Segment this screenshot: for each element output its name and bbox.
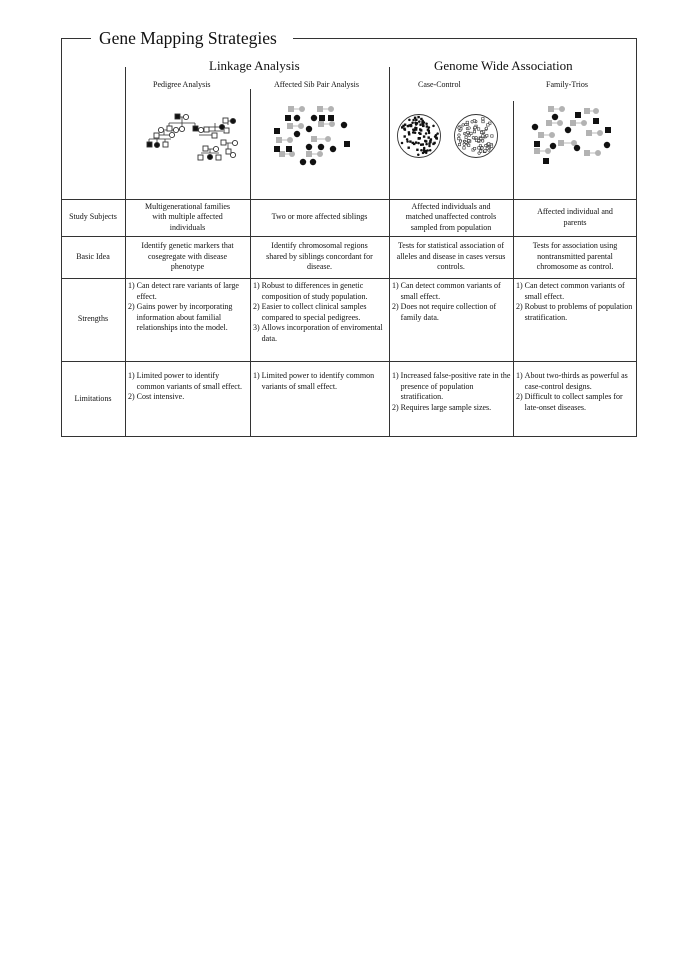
population-member — [416, 122, 418, 124]
list-item: 2) Requires large sample sizes. — [392, 402, 492, 412]
population-member — [479, 144, 482, 147]
population-member — [478, 147, 480, 149]
list-item: 2) Difficult to collect samples for late-onset diseases. — [516, 392, 623, 412]
population-member — [477, 139, 480, 142]
population-member — [481, 140, 484, 143]
row-label-limitations: Limitations — [74, 393, 112, 403]
population-member — [414, 117, 416, 119]
cell-strengths-casecontrol — [389, 278, 513, 361]
population-member — [458, 143, 460, 145]
population-member — [422, 152, 425, 155]
row-label-strengths: Strengths — [77, 314, 109, 324]
cell-strengths-pedigree — [125, 278, 250, 361]
population-member — [428, 132, 431, 135]
list-item: 1) Can detect common variants of small effect. — [516, 281, 625, 301]
population-member — [480, 137, 483, 140]
population-member — [484, 144, 487, 147]
population-member — [408, 133, 410, 135]
population-member — [408, 119, 411, 122]
population-member — [429, 149, 432, 152]
list-item: 1) Can detect rare variants of large effect. — [128, 281, 239, 301]
population-member — [404, 128, 406, 130]
cell-subjects-casecontrol: Affected individuals and matched unaffected controls sampled from population — [405, 201, 497, 232]
casecontrol-diagram — [396, 113, 512, 159]
pedigree-diagram — [143, 109, 243, 165]
population-member — [428, 136, 430, 138]
group-label-linkage: Linkage Analysis — [209, 58, 300, 73]
population-member — [419, 124, 421, 126]
cell-idea-casecontrol: Tests for statistical association of alleles and disease in cases versus controls. — [396, 241, 506, 272]
list-item: 1) Can detect common variants of small effect. — [392, 281, 501, 301]
list-item: 2) Gains power by incorporating information about familial relationships into the model. — [128, 302, 233, 332]
population-member — [486, 135, 488, 137]
method-label-casecontrol: Case-Control — [418, 80, 461, 89]
population-member — [414, 128, 417, 130]
population-member — [465, 141, 468, 144]
population-member — [417, 116, 419, 118]
cell-subjects-trios: Affected individual and parents — [537, 207, 613, 227]
population-member — [436, 132, 439, 135]
method-label-sibpair: Affected Sib Pair Analysis — [274, 80, 359, 89]
population-member — [458, 137, 460, 139]
list-item: 2) Does not require collection of family data. — [392, 302, 497, 322]
population-member — [425, 122, 428, 125]
cell-limitations-sibpair — [250, 361, 389, 437]
population-member — [422, 124, 424, 126]
population-member — [468, 127, 471, 130]
list-item: 1) About two-thirds as powerful as case-control designs. — [516, 371, 628, 391]
population-member — [486, 147, 489, 150]
population-member — [425, 132, 428, 135]
population-member — [432, 143, 434, 145]
population-member — [404, 135, 406, 137]
population-member — [473, 120, 475, 122]
population-member — [435, 137, 437, 139]
population-member — [422, 143, 424, 145]
population-member — [423, 149, 425, 151]
population-member — [412, 119, 415, 122]
population-member — [418, 137, 420, 139]
population-member — [423, 135, 425, 137]
population-member — [473, 147, 475, 149]
figure-title: Gene Mapping Strategies — [99, 28, 277, 48]
cell-idea-trios: Tests for association using nontransmitted parental chromosome as control. — [532, 241, 618, 272]
population-member — [415, 141, 417, 143]
population-member — [418, 120, 421, 123]
population-member — [419, 133, 421, 135]
population-member — [488, 143, 490, 145]
population-member — [465, 136, 467, 138]
population-member — [428, 145, 431, 148]
population-member — [432, 125, 435, 128]
population-member — [420, 129, 422, 131]
trios-diagram — [531, 105, 617, 169]
population-member — [463, 147, 465, 149]
population-member — [458, 127, 461, 129]
population-member — [417, 142, 420, 145]
row-label-idea: Basic Idea — [76, 251, 110, 261]
cell-limitations-pedigree — [125, 361, 250, 437]
method-label-trios: Family-Trios — [546, 80, 588, 89]
list-item: 1) Limited power to identify common variants of small effect. — [128, 371, 243, 391]
population-member — [425, 143, 428, 146]
population-member — [474, 126, 476, 128]
population-member — [423, 147, 426, 150]
population-member — [428, 126, 431, 129]
population-member — [468, 140, 470, 142]
population-member — [415, 119, 417, 121]
population-member — [470, 132, 472, 134]
population-member — [482, 120, 484, 122]
list-item: 1) Robust to differences in genetic composition of study population. — [253, 281, 368, 301]
frame-top-right — [293, 38, 637, 39]
population-member — [459, 140, 462, 143]
population-member — [480, 150, 482, 152]
population-member — [480, 131, 482, 133]
list-item: 1) Limited power to identify common variants of small effect. — [253, 371, 375, 391]
population-member — [412, 131, 415, 134]
population-member — [408, 147, 410, 149]
population-member — [408, 124, 410, 126]
cell-idea-sibpair: Identify chromosomal regions shared by siblings concordant for disease. — [266, 241, 373, 272]
population-member — [484, 150, 486, 152]
population-member — [428, 143, 430, 145]
method-label-pedigree: Pedigree Analysis — [153, 80, 211, 89]
population-member — [473, 131, 475, 133]
population-member — [417, 154, 420, 157]
population-member — [406, 138, 409, 141]
population-member — [402, 125, 404, 127]
list-item: 1) Increased false-positive rate in the presence of population stratification. — [392, 371, 511, 401]
list-item: 3) Allows incorporation of enviromental data. — [253, 323, 383, 343]
frame-top-left — [61, 38, 91, 39]
cell-subjects-sibpair: Two or more affected siblings — [271, 212, 368, 222]
list-item: 2) Easier to collect clinical samples compared to special pedigrees. — [253, 302, 367, 322]
population-member — [462, 124, 465, 127]
population-member — [428, 130, 430, 132]
population-member — [487, 124, 489, 126]
population-member — [420, 149, 423, 152]
population-member — [472, 136, 475, 139]
population-member — [458, 134, 461, 137]
list-item: 2) Cost intensive. — [128, 392, 185, 401]
cell-subjects-pedigree: Multigenerational families with multiple affected individuals — [144, 201, 231, 232]
cell-strengths-sibpair — [250, 278, 389, 361]
population-member — [466, 121, 468, 123]
population-member — [416, 149, 418, 151]
group-label-gwa: Genome Wide Association — [434, 58, 573, 73]
population-member — [482, 118, 484, 120]
population-member — [468, 144, 470, 146]
population-member — [411, 122, 414, 125]
population-member — [481, 147, 484, 150]
population-member — [409, 140, 411, 142]
population-member — [477, 128, 479, 130]
population-member — [430, 138, 432, 140]
population-member — [401, 142, 404, 145]
cell-strengths-trios — [513, 278, 637, 361]
sibpair-diagram — [271, 103, 357, 173]
cell-limitations-casecontrol — [389, 361, 513, 437]
population-member — [412, 142, 414, 144]
population-member — [475, 136, 478, 139]
population-member — [482, 135, 484, 137]
population-member — [485, 127, 488, 130]
population-member — [406, 140, 409, 143]
population-member — [467, 131, 469, 133]
cell-idea-pedigree: Identify genetic markers that cosegregate with disease phenotype — [141, 241, 234, 272]
population-member — [490, 145, 492, 147]
cell-limitations-trios — [513, 361, 637, 437]
gene-mapping-figure — [61, 27, 637, 437]
population-member — [412, 128, 415, 131]
list-item: 2) Robust to problems of population stratification. — [516, 302, 633, 322]
population-member — [491, 135, 493, 137]
population-member — [424, 140, 426, 142]
row-label-subjects: Study Subjects — [69, 212, 117, 222]
population-member — [421, 120, 424, 123]
population-member — [426, 149, 429, 152]
